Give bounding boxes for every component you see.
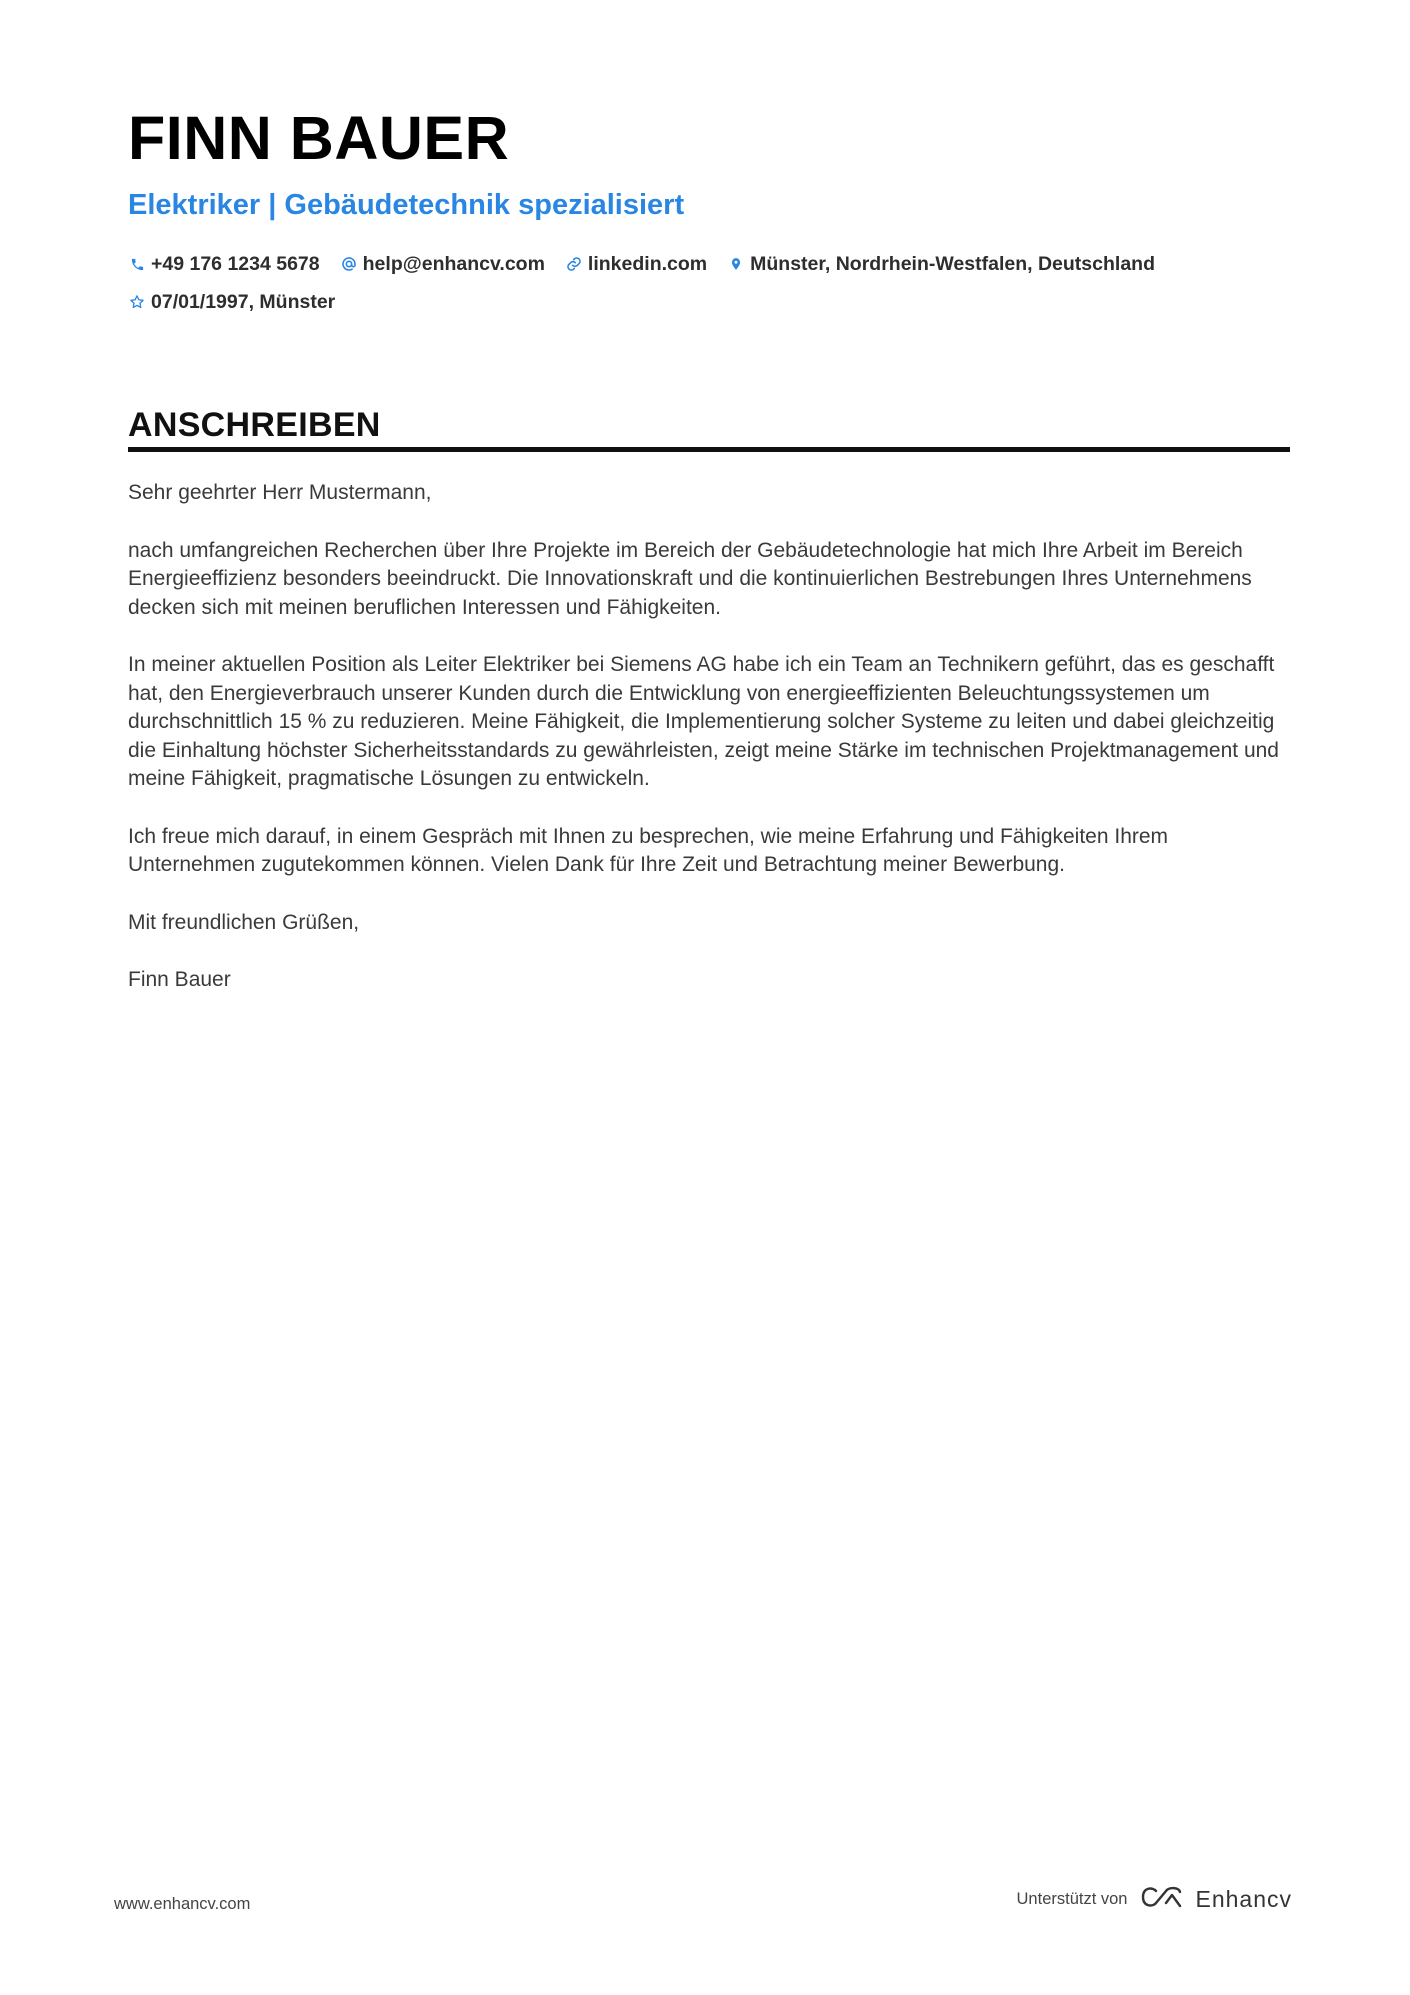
star-icon bbox=[128, 293, 146, 311]
contact-phone bbox=[128, 245, 320, 283]
birth-text: 07/01/1997, Münster bbox=[151, 290, 336, 313]
enhancv-logo-icon bbox=[1139, 1884, 1185, 1915]
email-text[interactable]: help@enhancv.com bbox=[362, 252, 545, 275]
letter-salutation: Sehr geehrter Herr Mustermann, bbox=[128, 481, 432, 504]
at-icon bbox=[340, 255, 358, 273]
map-pin-icon bbox=[727, 255, 745, 273]
enhancv-logo[interactable] bbox=[1139, 1884, 1292, 1915]
header bbox=[128, 104, 1290, 321]
powered-by-text: Unterstützt von bbox=[1016, 1890, 1128, 1908]
letter-paragraph: nach umfangreichen Recherchen über Ihre Projekte im Bereich der Gebäudetechnologie hat mich Ihre Arbeit im Bereich Energieeffizienz besonders beeindruckt. Die Innovationskraft und die kontinuierlichen Bestrebungen Ihres Unternehmens decken sich mit meinen beruflichen Interessen und Fähigkeiten. bbox=[128, 538, 1252, 619]
applicant-name: FINN BAUER bbox=[128, 104, 510, 172]
location-text: Münster, Nordrhein-Westfalen, Deutschland bbox=[750, 252, 1155, 275]
linkedin-text[interactable]: linkedin.com bbox=[587, 252, 708, 275]
footer-branding bbox=[1017, 1884, 1292, 1915]
phone-text: +49 176 1234 5678 bbox=[151, 252, 320, 275]
letter-paragraph: Ich freue mich darauf, in einem Gespräch mit Ihnen zu besprechen, wie meine Erfahrung und Fähigkeiten Ihrem Unternehmen zugutekommen können. Vielen Dank für Ihre Zeit und Betrachtung meiner Bewerbung. bbox=[128, 824, 1169, 876]
letter-closing: Mit freundlichen Grüßen, bbox=[128, 910, 360, 934]
contact-info bbox=[128, 245, 1290, 321]
section-divider bbox=[128, 447, 1290, 452]
job-title: Elektriker | Gebäudetechnik spezialisiert bbox=[128, 189, 685, 221]
contact-email[interactable] bbox=[340, 245, 545, 283]
footer-website[interactable]: www.enhancv.com bbox=[114, 1895, 251, 1913]
contact-linkedin[interactable] bbox=[565, 245, 707, 283]
link-icon bbox=[565, 255, 583, 273]
phone-icon bbox=[128, 255, 146, 273]
letter-signature: Finn Bauer bbox=[128, 968, 231, 991]
cover-letter-section bbox=[128, 408, 1290, 1024]
contact-location bbox=[727, 245, 1155, 283]
section-title: ANSCHREIBEN bbox=[128, 406, 381, 444]
brand-name: Enhancv bbox=[1195, 1886, 1292, 1912]
letter-paragraph: In meiner aktuellen Position als Leiter Elektriker bei Siemens AG habe ich ein Team an Technikern geführt, das es geschafft hat, den Energieverbrauch unserer Kunden durch die Entwicklung von energieeffizienten Beleuchtungssystemen um durchschnittlich 15 % zu reduzieren. Meine Fähigkeit, die Implementierung solcher Systeme zu leiten und dabei gleichzeitig die Einhaltung höchster Sicherheitsstandards zu gewährleisten, zeigt meine Stärke im technischen Projektmanagement und meine Fähigkeit, pragmatische Lösungen zu entwickeln. bbox=[128, 653, 1279, 790]
letter-body bbox=[128, 479, 1290, 995]
contact-birth bbox=[128, 283, 1270, 321]
